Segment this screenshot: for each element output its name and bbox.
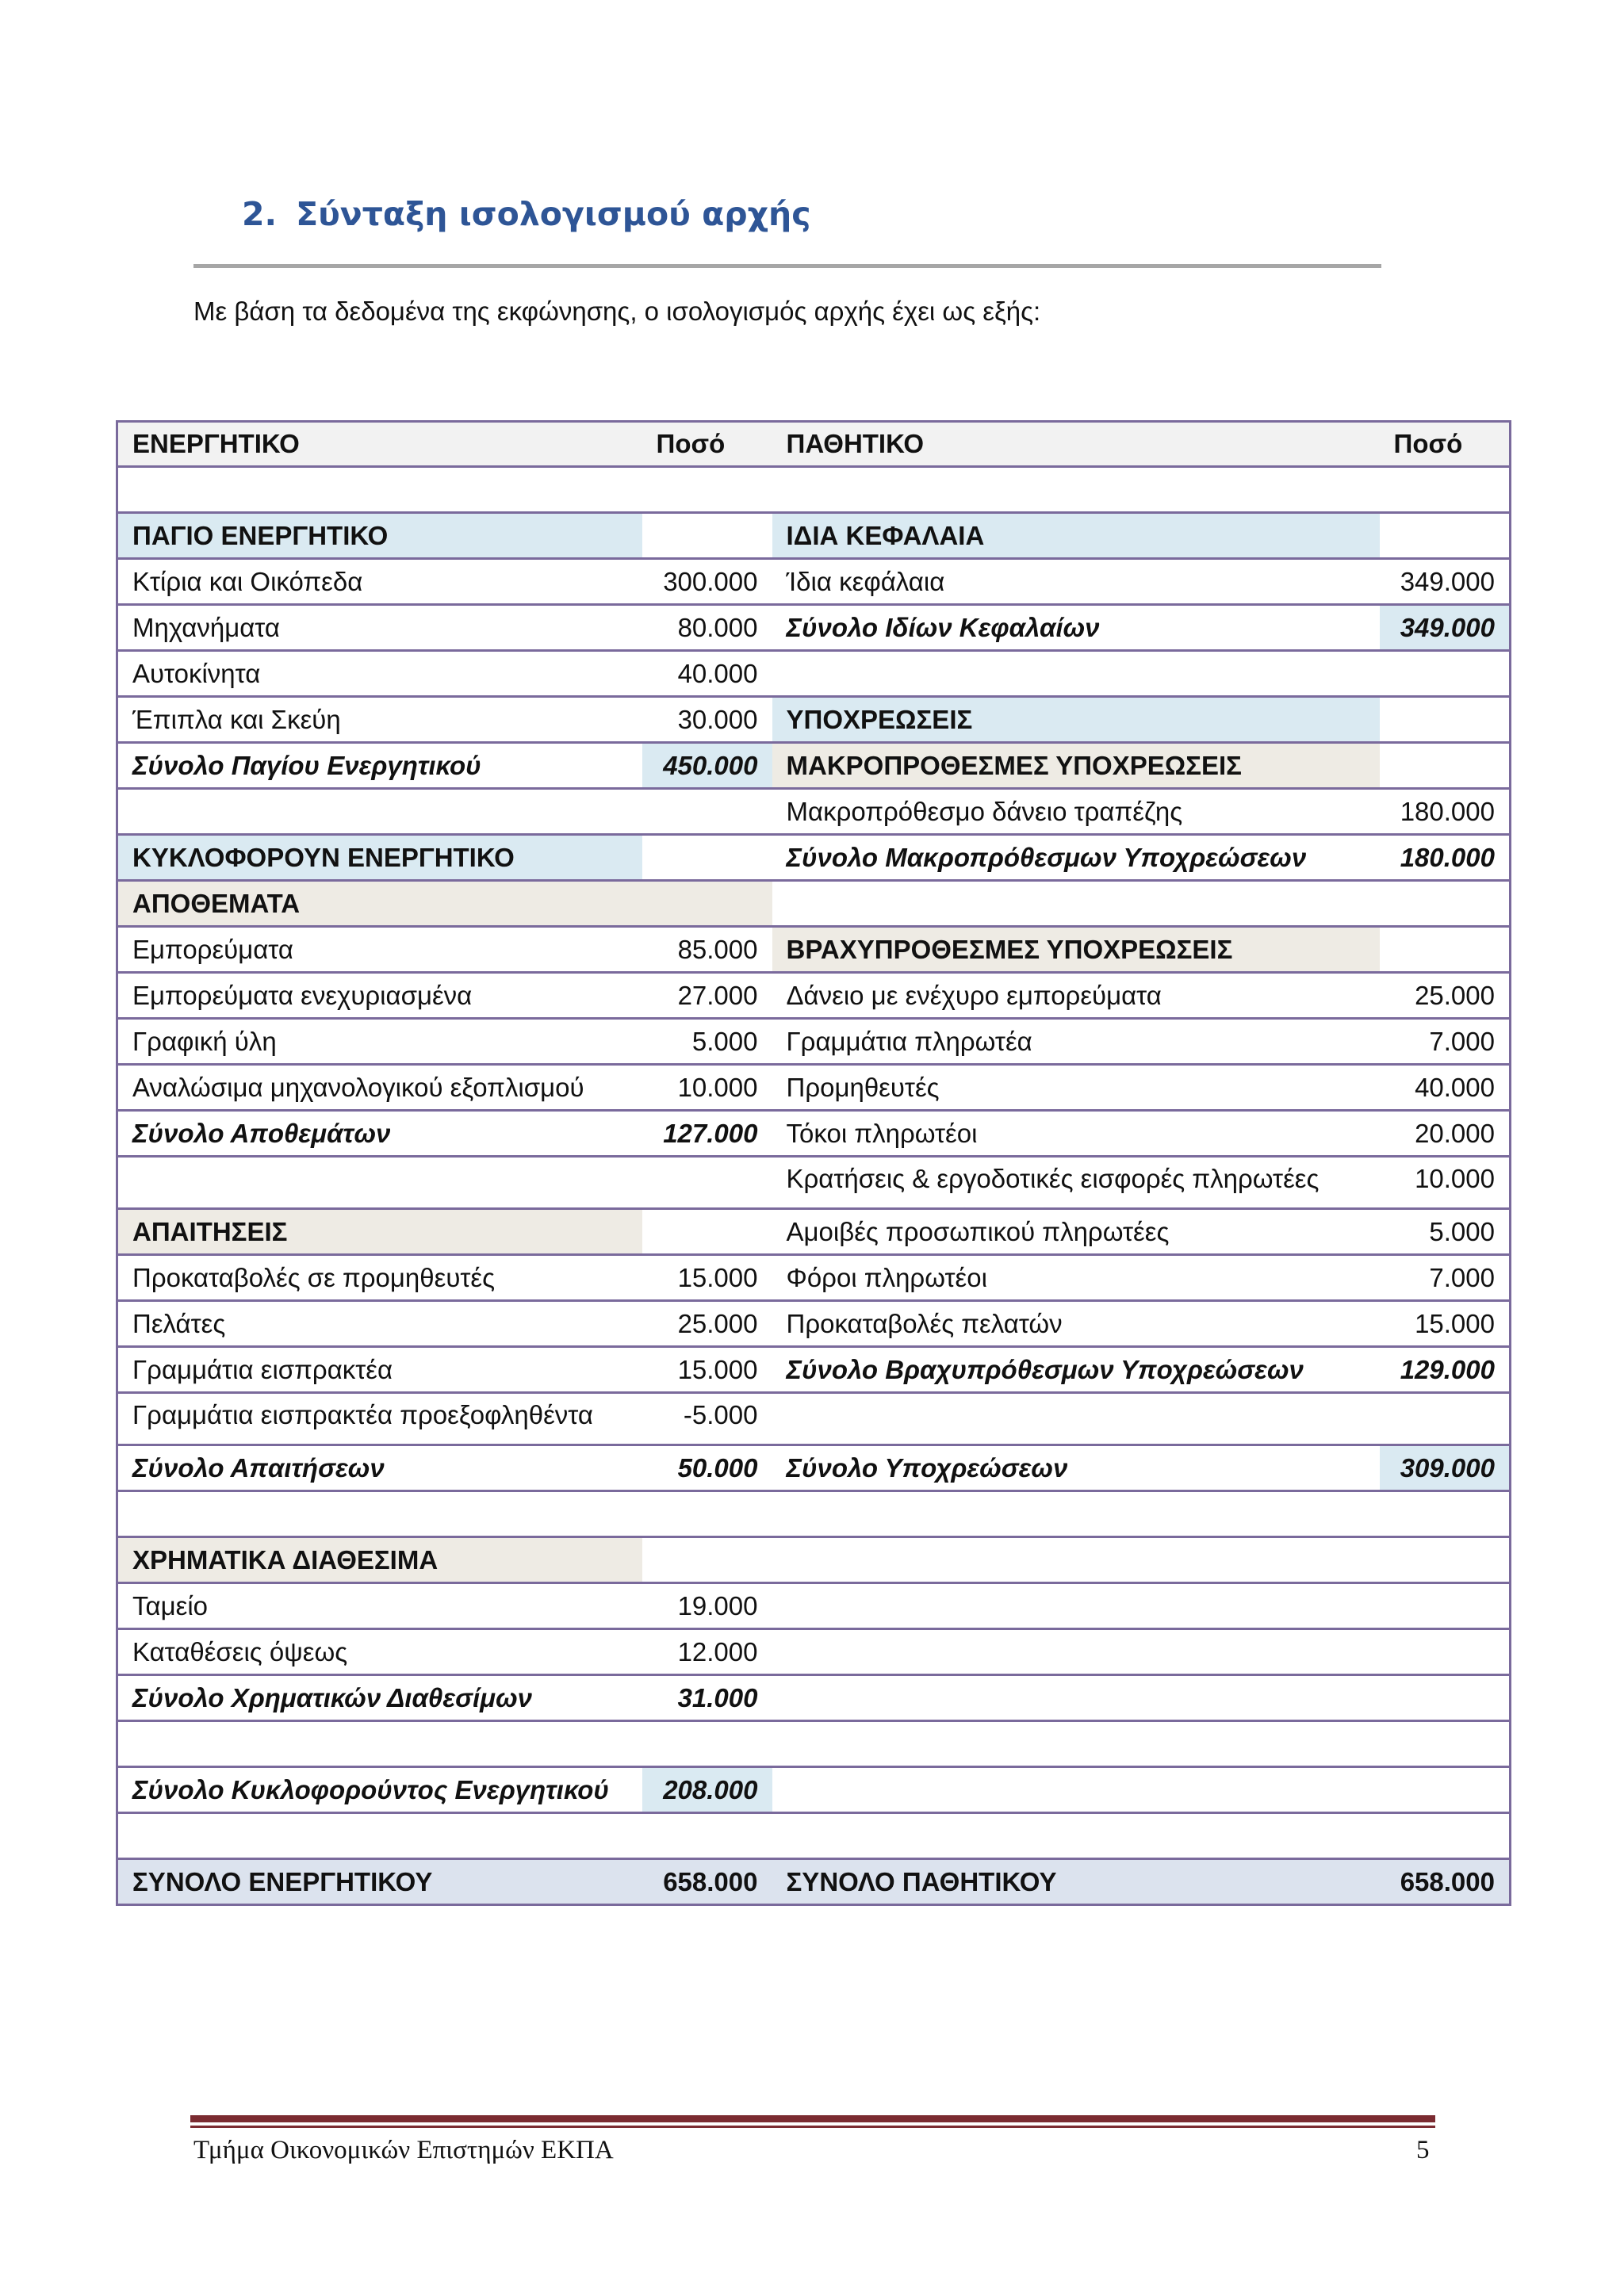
footer-rule-thin: [190, 2126, 1435, 2128]
liability-label: Δάνειο με ενέχυρο εμπορεύματα: [772, 973, 1380, 1019]
liability-amount: [1380, 1721, 1511, 1767]
liability-label: [772, 1767, 1380, 1813]
liability-label: [772, 1675, 1380, 1721]
liability-label: [772, 1629, 1380, 1675]
table-row: [117, 1583, 1511, 1629]
liability-subcategory-label: ΒΡΑΧΥΠΡΟΘΕΣΜΕΣ ΥΠΟΧΡΕΩΣΕΙΣ: [772, 927, 1380, 973]
table-row: [117, 1255, 1511, 1301]
liability-amount: [1380, 1537, 1511, 1583]
liability-subtotal-amount: 180.000: [1380, 835, 1511, 881]
table-row: [117, 1065, 1511, 1111]
asset-amount: 80.000: [642, 605, 772, 651]
asset-amount: -5.000: [642, 1393, 772, 1445]
liability-amount: [1380, 1675, 1511, 1721]
liability-label: Ίδια κεφάλαια: [772, 559, 1380, 605]
liability-amount: [1380, 743, 1511, 789]
asset-amount: 15.000: [642, 1255, 772, 1301]
table-row: [117, 1209, 1511, 1255]
asset-amount: 15.000: [642, 1347, 772, 1393]
asset-amount: [642, 1537, 772, 1583]
asset-amount: [642, 1813, 772, 1859]
asset-label: Γραφική ύλη: [117, 1019, 642, 1065]
table-row: [117, 881, 1511, 927]
liability-amount: [1380, 1629, 1511, 1675]
table-row: [117, 1721, 1511, 1767]
asset-label: Γραμμάτια εισπρακτέα προεξοφληθέντα: [117, 1393, 642, 1445]
section-title: Σύνταξη ισολογισμού αρχής: [296, 195, 811, 233]
liability-subtotal-label: Σύνολο Ιδίων Κεφαλαίων: [772, 605, 1380, 651]
header-liabilities-amount: Ποσό: [1380, 422, 1511, 467]
liability-label: [772, 1393, 1380, 1445]
liability-amount: [1380, 1767, 1511, 1813]
table-row: [117, 513, 1511, 559]
asset-label: [117, 467, 642, 513]
asset-subtotal-amount: 31.000: [642, 1675, 772, 1721]
asset-label: Προκαταβολές σε προμηθευτές: [117, 1255, 642, 1301]
asset-amount: [642, 1157, 772, 1209]
asset-amount: 19.000: [642, 1583, 772, 1629]
asset-subtotal-label: Σύνολο Αποθεμάτων: [117, 1111, 642, 1157]
asset-subcategory-label: ΑΠΟΘΕΜΑΤΑ: [117, 881, 642, 927]
footer-rule: [190, 2115, 1435, 2122]
asset-label: Γραμμάτια εισπρακτέα: [117, 1347, 642, 1393]
liability-subtotal-amount: 349.000: [1380, 605, 1511, 651]
asset-label: Πελάτες: [117, 1301, 642, 1347]
liability-label: [772, 467, 1380, 513]
asset-amount: 25.000: [642, 1301, 772, 1347]
liability-subtotal-amount: 309.000: [1380, 1445, 1511, 1491]
table-row: [117, 1111, 1511, 1157]
asset-amount: [642, 835, 772, 881]
table-row: [117, 1157, 1511, 1209]
liability-label: Τόκοι πληρωτέοι: [772, 1111, 1380, 1157]
asset-amount: [642, 1491, 772, 1537]
asset-subtotal-amount: 127.000: [642, 1111, 772, 1157]
liability-label: Γραμμάτια πληρωτέα: [772, 1019, 1380, 1065]
asset-subtotal-amount: 50.000: [642, 1445, 772, 1491]
table-row: [117, 1675, 1511, 1721]
table-row: [117, 605, 1511, 651]
asset-subcategory-label: ΑΠΑΙΤΗΣΕΙΣ: [117, 1209, 642, 1255]
liability-amount: [1380, 1813, 1511, 1859]
liability-label: Μακροπρόθεσμο δάνειο τραπέζης: [772, 789, 1380, 835]
asset-amount: [642, 513, 772, 559]
total-liabilities-label: ΣΥΝΟΛΟ ΠΑΘΗΤΙΚΟΥ: [772, 1859, 1380, 1905]
table-row: [117, 1813, 1511, 1859]
section-heading: [242, 195, 811, 233]
liability-amount: 7.000: [1380, 1019, 1511, 1065]
liability-amount: 15.000: [1380, 1301, 1511, 1347]
asset-amount: [642, 467, 772, 513]
liability-amount: 20.000: [1380, 1111, 1511, 1157]
liability-label: Προκαταβολές πελατών: [772, 1301, 1380, 1347]
total-assets-label: ΣΥΝΟΛΟ ΕΝΕΡΓΗΤΙΚΟΥ: [117, 1859, 642, 1905]
asset-amount: 40.000: [642, 651, 772, 697]
asset-amount: 10.000: [642, 1065, 772, 1111]
heading-underline: [193, 264, 1381, 268]
liability-amount: [1380, 697, 1511, 743]
liability-label: [772, 1813, 1380, 1859]
asset-label: Εμπορεύματα ενεχυριασμένα: [117, 973, 642, 1019]
asset-label: Κτίρια και Οικόπεδα: [117, 559, 642, 605]
table-row: [117, 789, 1511, 835]
table-row: [117, 1445, 1511, 1491]
liability-category-label: ΥΠΟΧΡΕΩΣΕΙΣ: [772, 697, 1380, 743]
table-header-row: [117, 422, 1511, 467]
asset-category-label: ΠΑΓΙΟ ΕΝΕΡΓΗΤΙΚΟ: [117, 513, 642, 559]
asset-label: [117, 1813, 642, 1859]
balance-sheet-table: [116, 420, 1511, 1906]
asset-subtotal-label: Σύνολο Κυκλοφορούντος Ενεργητικού: [117, 1767, 642, 1813]
table-row: [117, 927, 1511, 973]
liability-label: [772, 1721, 1380, 1767]
table-row: [117, 1767, 1511, 1813]
liability-amount: 349.000: [1380, 559, 1511, 605]
page-number: 5: [1416, 2136, 1430, 2164]
liability-amount: [1380, 513, 1511, 559]
liability-amount: [1380, 927, 1511, 973]
table-row: [117, 1393, 1511, 1445]
table-row: [117, 697, 1511, 743]
liability-amount: [1380, 651, 1511, 697]
footer-department: Τμήμα Οικονομικών Επιστημών ΕΚΠΑ: [193, 2136, 614, 2164]
liability-amount: [1380, 1491, 1511, 1537]
asset-category-label: ΚΥΚΛΟΦΟΡΟΥΝ ΕΝΕΡΓΗΤΙΚΟ: [117, 835, 642, 881]
table-row: [117, 1491, 1511, 1537]
table-row: [117, 467, 1511, 513]
liability-label: [772, 1537, 1380, 1583]
liability-subcategory-label: ΜΑΚΡΟΠΡΟΘΕΣΜΕΣ ΥΠΟΧΡΕΩΣΕΙΣ: [772, 743, 1380, 789]
asset-label: Έπιπλα και Σκεύη: [117, 697, 642, 743]
asset-subcategory-label: ΧΡΗΜΑΤΙΚΑ ΔΙΑΘΕΣΙΜΑ: [117, 1537, 642, 1583]
liability-amount: 40.000: [1380, 1065, 1511, 1111]
asset-label: [117, 1491, 642, 1537]
grand-total-row: [117, 1859, 1511, 1905]
table-row: [117, 651, 1511, 697]
liability-subtotal-label: Σύνολο Υποχρεώσεων: [772, 1445, 1380, 1491]
liability-amount: 5.000: [1380, 1209, 1511, 1255]
intro-paragraph: Με βάση τα δεδομένα της εκφώνησης, ο ισολογισμός αρχής έχει ως εξής:: [193, 297, 1041, 326]
total-liabilities-amount: 658.000: [1380, 1859, 1511, 1905]
asset-amount: 85.000: [642, 927, 772, 973]
asset-label: Εμπορεύματα: [117, 927, 642, 973]
liability-label: Αμοιβές προσωπικού πληρωτέες: [772, 1209, 1380, 1255]
asset-amount: 300.000: [642, 559, 772, 605]
asset-amount: 27.000: [642, 973, 772, 1019]
asset-label: Ταμείο: [117, 1583, 642, 1629]
table-row: [117, 1537, 1511, 1583]
liability-subtotal-amount: 129.000: [1380, 1347, 1511, 1393]
liability-label: [772, 1583, 1380, 1629]
liability-amount: [1380, 881, 1511, 927]
asset-amount: 12.000: [642, 1629, 772, 1675]
liability-category-label: ΙΔΙΑ ΚΕΦΑΛΑΙΑ: [772, 513, 1380, 559]
table-row: [117, 835, 1511, 881]
liability-amount: [1380, 1393, 1511, 1445]
table-row: [117, 1019, 1511, 1065]
liability-amount: 10.000: [1380, 1157, 1511, 1209]
asset-amount: 5.000: [642, 1019, 772, 1065]
asset-amount: [642, 1209, 772, 1255]
asset-label: Αυτοκίνητα: [117, 651, 642, 697]
table-row: [117, 1347, 1511, 1393]
asset-label: [117, 1157, 642, 1209]
asset-subtotal-label: Σύνολο Παγίου Ενεργητικού: [117, 743, 642, 789]
header-assets-amount: Ποσό: [642, 422, 772, 467]
table-row: [117, 743, 1511, 789]
liability-label: [772, 881, 1380, 927]
table-row: [117, 559, 1511, 605]
asset-amount: [642, 789, 772, 835]
asset-amount: 30.000: [642, 697, 772, 743]
section-number: 2.: [242, 195, 278, 233]
liability-amount: [1380, 467, 1511, 513]
table-row: [117, 973, 1511, 1019]
liability-amount: 180.000: [1380, 789, 1511, 835]
asset-label: Καταθέσεις όψεως: [117, 1629, 642, 1675]
asset-subtotal-label: Σύνολο Χρηματικών Διαθεσίμων: [117, 1675, 642, 1721]
header-assets: ΕΝΕΡΓΗΤΙΚΟ: [117, 422, 642, 467]
liability-subtotal-label: Σύνολο Βραχυπρόθεσμων Υποχρεώσεων: [772, 1347, 1380, 1393]
header-liabilities: ΠΑΘΗΤΙΚΟ: [772, 422, 1380, 467]
asset-label: [117, 789, 642, 835]
liability-amount: 25.000: [1380, 973, 1511, 1019]
table-row: [117, 1629, 1511, 1675]
liability-label: [772, 651, 1380, 697]
liability-label: [772, 1491, 1380, 1537]
liability-label: Φόροι πληρωτέοι: [772, 1255, 1380, 1301]
asset-label: Αναλώσιμα μηχανολογικού εξοπλισμού: [117, 1065, 642, 1111]
liability-amount: 7.000: [1380, 1255, 1511, 1301]
liability-amount: [1380, 1583, 1511, 1629]
liability-label: Προμηθευτές: [772, 1065, 1380, 1111]
asset-label: Μηχανήματα: [117, 605, 642, 651]
asset-label: [117, 1721, 642, 1767]
asset-subtotal-amount: 450.000: [642, 743, 772, 789]
table-row: [117, 1301, 1511, 1347]
liability-label: Κρατήσεις & εργοδοτικές εισφορές πληρωτέες: [772, 1157, 1380, 1209]
asset-amount: [642, 1721, 772, 1767]
asset-subtotal-label: Σύνολο Απαιτήσεων: [117, 1445, 642, 1491]
asset-subtotal-amount: 208.000: [642, 1767, 772, 1813]
liability-subtotal-label: Σύνολο Μακροπρόθεσμων Υποχρεώσεων: [772, 835, 1380, 881]
total-assets-amount: 658.000: [642, 1859, 772, 1905]
asset-amount: [642, 881, 772, 927]
